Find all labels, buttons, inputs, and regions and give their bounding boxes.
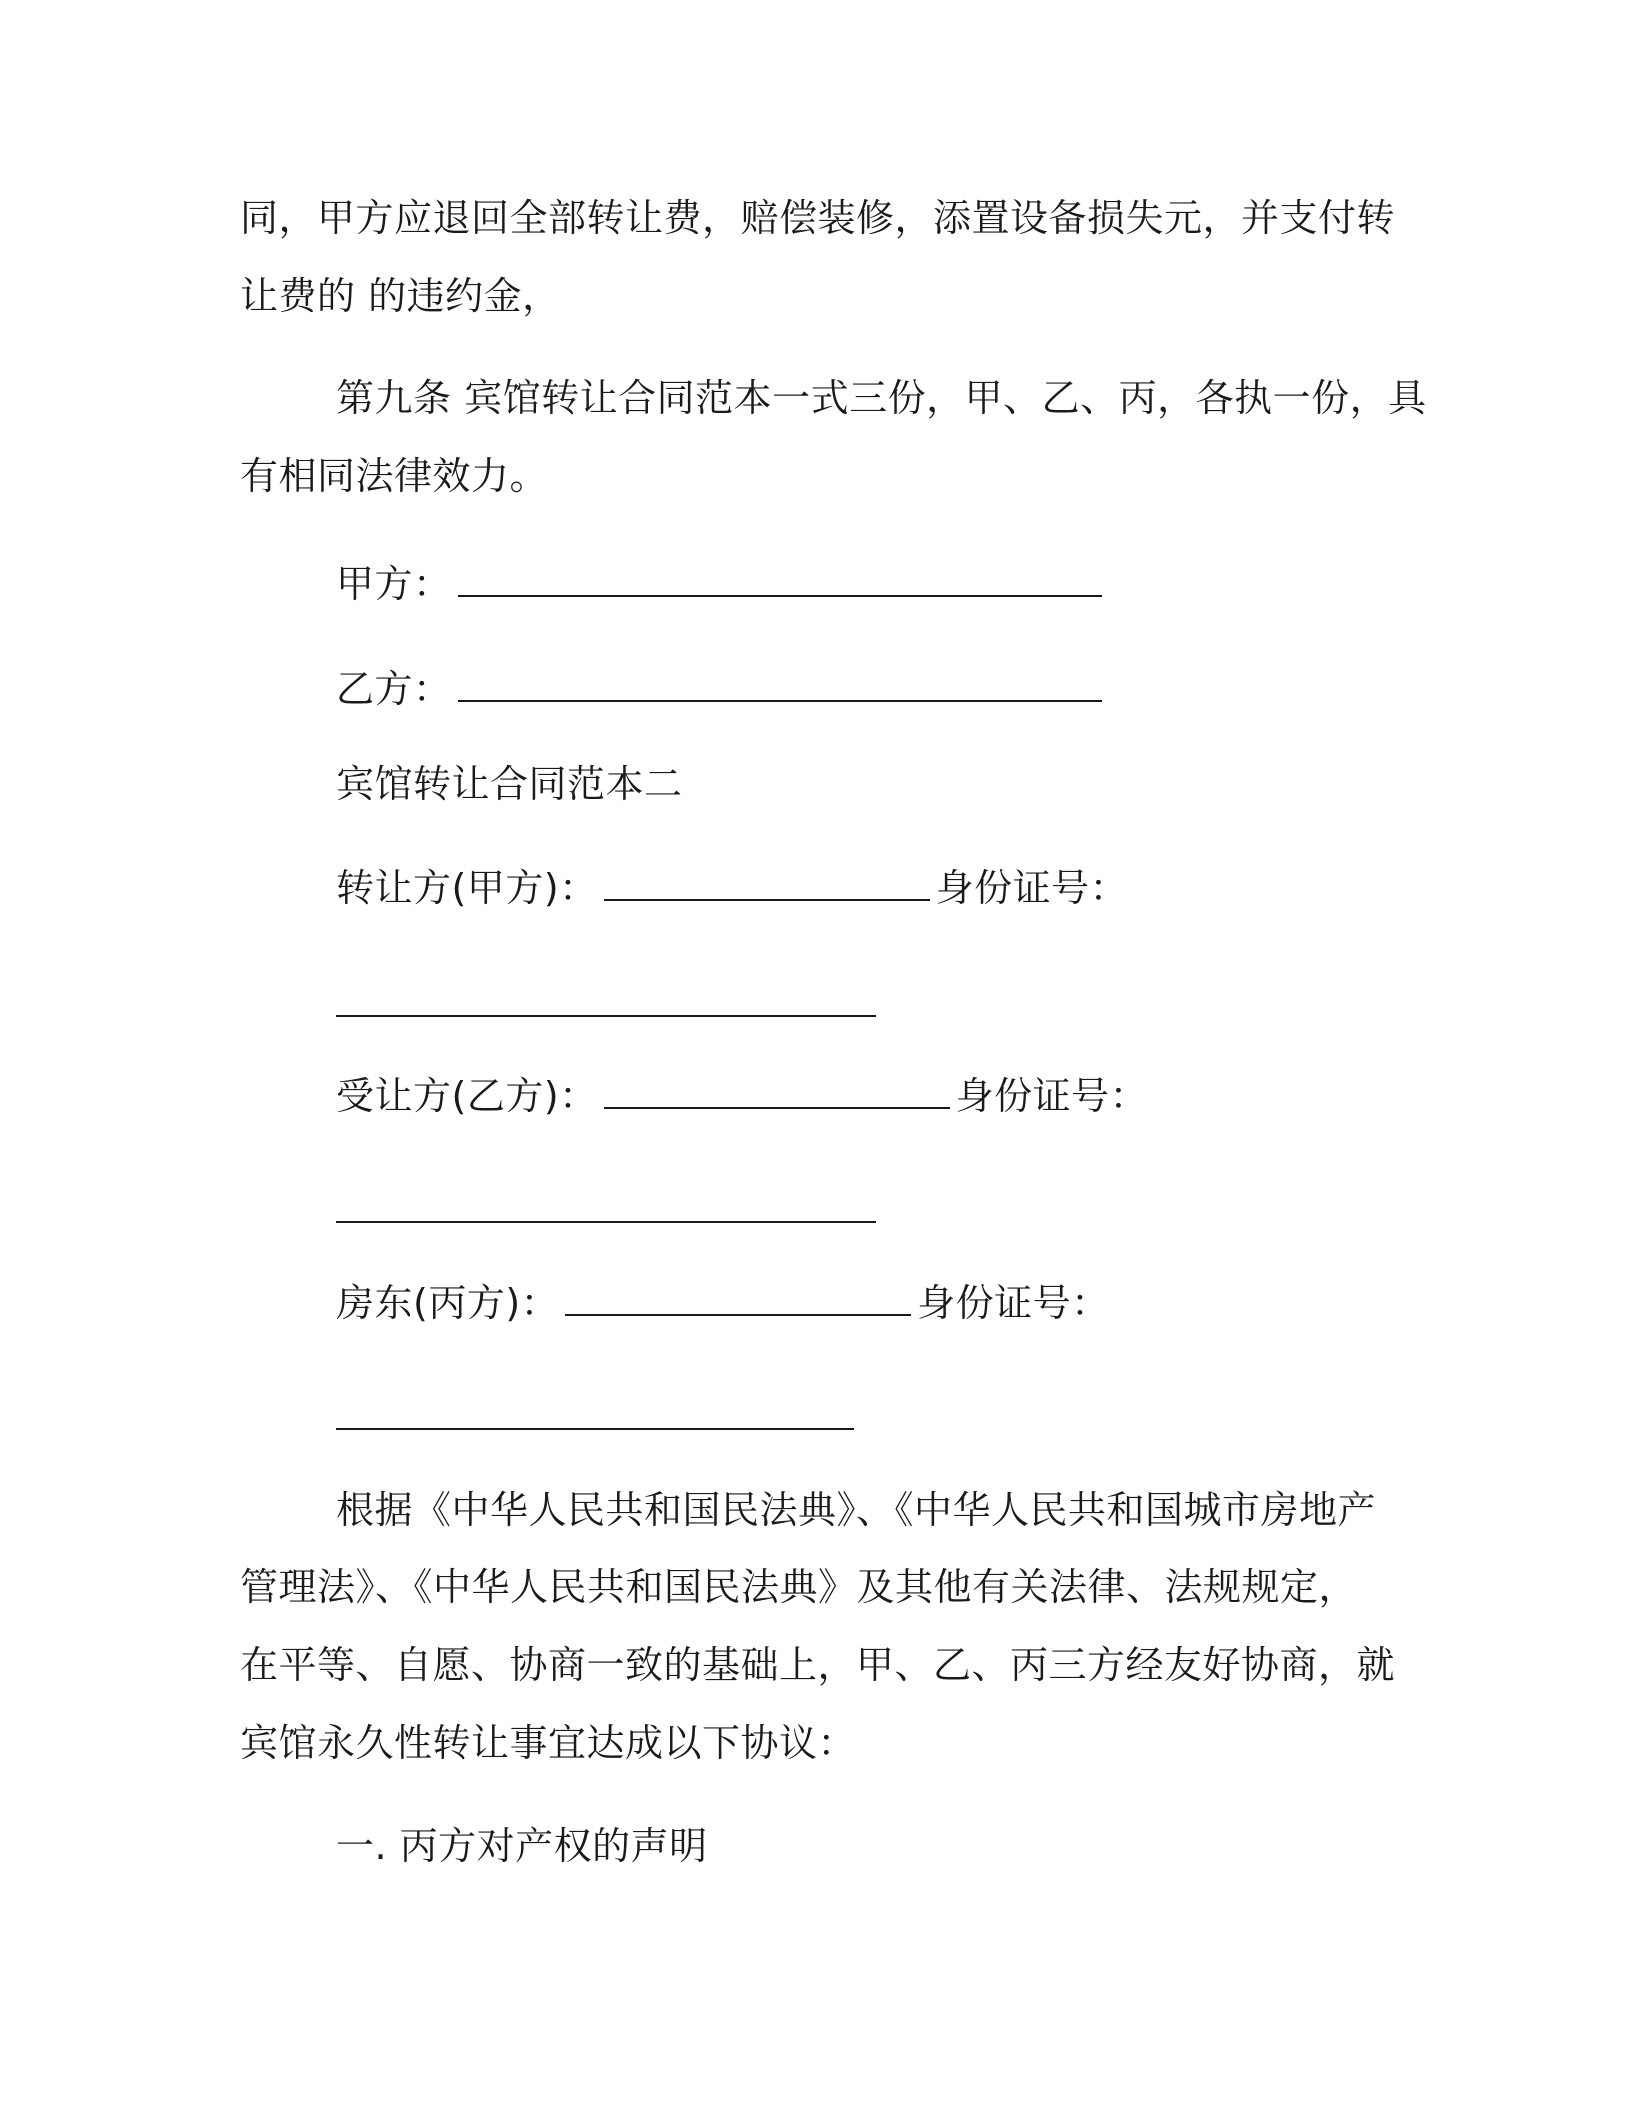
transferee-id-label: 身份证号： bbox=[955, 1074, 1149, 1118]
landlord-line bbox=[336, 1279, 1110, 1327]
preamble-line-2: 管理法》、《中华人民共和国民法典》及其他有关法律、法规规定， bbox=[240, 1565, 1358, 1609]
landlord-label: 房东(丙方)： bbox=[336, 1281, 560, 1325]
transferee-label: 受让方(乙方)： bbox=[336, 1074, 598, 1118]
party-b-blank bbox=[458, 666, 1102, 702]
landlord-name-blank bbox=[565, 1280, 911, 1316]
landlord-id-blank bbox=[336, 1426, 854, 1430]
transferee-id-blank bbox=[336, 1219, 876, 1223]
landlord-id-label: 身份证号： bbox=[917, 1281, 1110, 1325]
party-a-signature-line bbox=[336, 560, 1108, 608]
party-b-signature-line bbox=[336, 665, 1108, 713]
transferor-id-label: 身份证号： bbox=[935, 866, 1129, 910]
article-9-line-1: 第九条 宾馆转让合同范本一式三份，甲、乙、丙，各执一份，具 bbox=[336, 376, 1427, 420]
preamble-line-4: 宾馆永久性转让事宜达成以下协议： bbox=[240, 1721, 857, 1765]
transferor-id-blank bbox=[336, 1013, 876, 1017]
preamble-line-1: 根据《中华人民共和国民法典》、《中华人民共和国城市房地产 bbox=[336, 1488, 1377, 1532]
article-9-line-2: 有相同法律效力。 bbox=[240, 454, 549, 498]
party-a-blank bbox=[458, 561, 1102, 597]
transferee-name-blank bbox=[604, 1073, 950, 1109]
transferor-name-blank bbox=[604, 865, 930, 901]
transferor-label: 转让方(甲方)： bbox=[336, 866, 598, 910]
transferor-line bbox=[336, 864, 1128, 912]
continuation-line-2: 让费的 的违约金， bbox=[240, 274, 561, 318]
preamble-line-3: 在平等、自愿、协商一致的基础上，甲、乙、丙三方经友好协商，就 bbox=[240, 1643, 1396, 1687]
party-b-label: 乙方： bbox=[336, 667, 452, 711]
party-a-label: 甲方： bbox=[336, 562, 452, 606]
section-1-title: 一. 丙方对产权的声明 bbox=[336, 1824, 708, 1868]
transferee-line bbox=[336, 1072, 1148, 1120]
continuation-line-1: 同，甲方应退回全部转让费，赔偿装修，添置设备损失元，并支付转 bbox=[240, 196, 1396, 240]
sample-2-title: 宾馆转让合同范本二 bbox=[336, 762, 683, 806]
